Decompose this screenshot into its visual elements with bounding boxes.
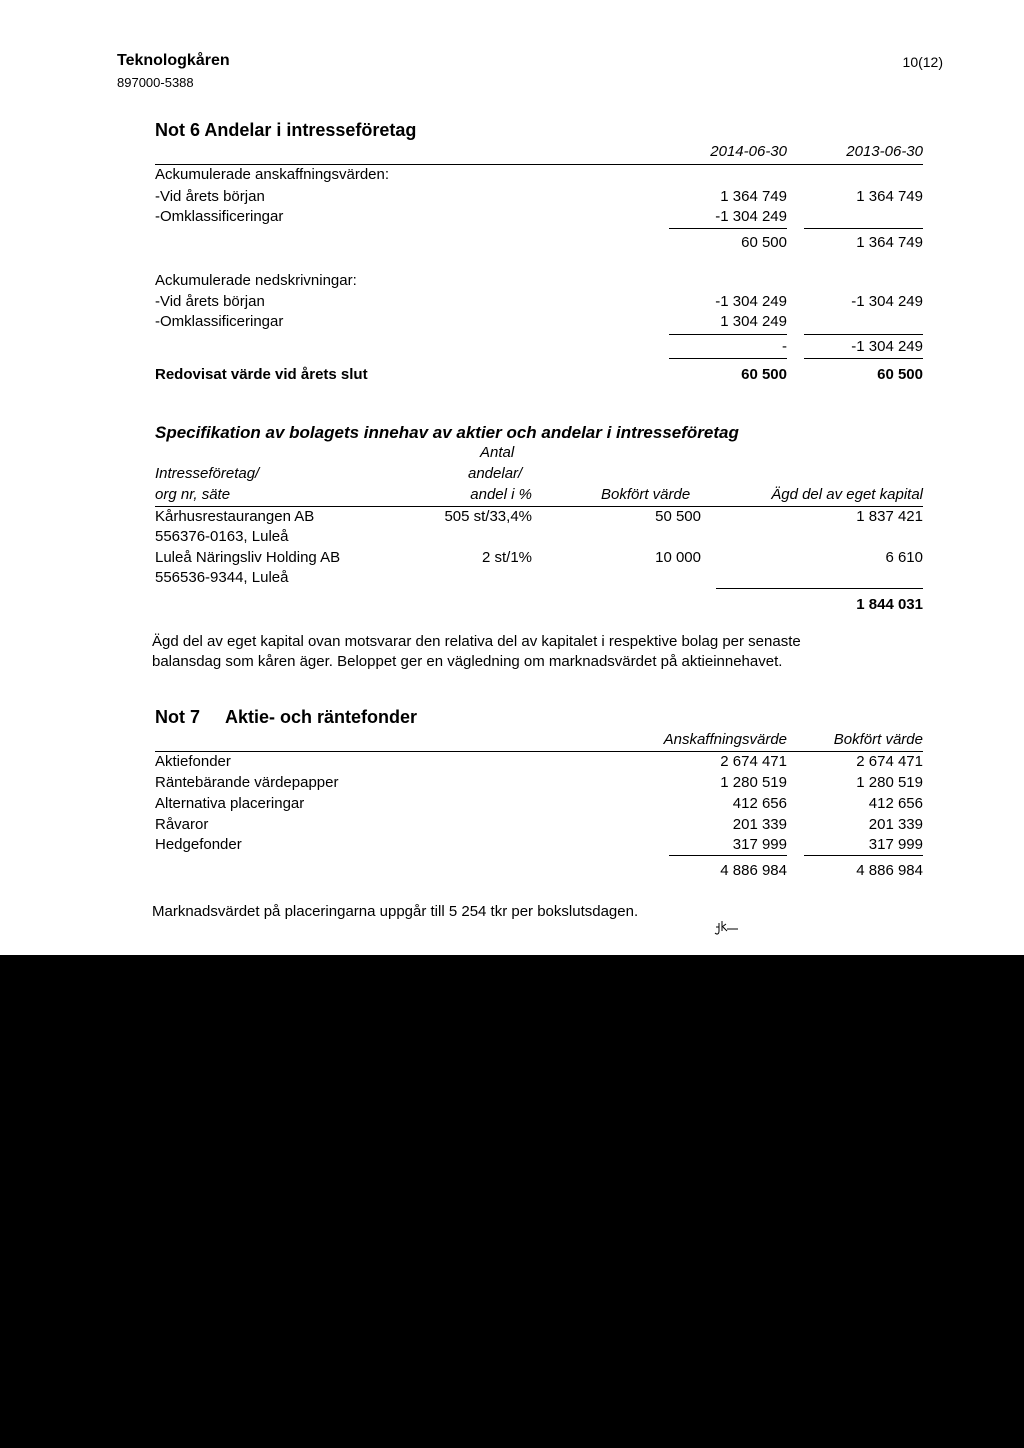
total-label: Redovisat värde vid årets slut: [155, 366, 368, 383]
note7-row-label: Hedgefonder: [155, 836, 242, 853]
note7-col1-header: Anskaffningsvärde: [663, 731, 787, 748]
spec-row-name: Luleå Näringsliv Holding AB: [155, 549, 341, 566]
imp-row-label: -Vid årets början: [155, 293, 265, 310]
note7-header-rule: [155, 751, 923, 752]
spec-note-line-1: Ägd del av eget kapital ovan motsvarar den relativa del av kapitalet i respektive bolag per senaste: [152, 633, 801, 650]
note6-title: Not 6 Andelar i intresseföretag: [155, 120, 417, 140]
spec-row-share: 2 st/1%: [481, 549, 532, 566]
acq-row-value-2014: -1 304 249: [715, 208, 787, 225]
note7-sum-acq: 4 886 984: [720, 862, 787, 879]
spec-head-share-1: andelar/: [468, 465, 523, 482]
sum-rule: [804, 228, 923, 229]
imp-row-label: -Omklassificeringar: [155, 313, 284, 330]
note7-row-label: Aktiefonder: [155, 753, 231, 770]
note7-row-acq: 201 339: [732, 816, 787, 833]
note6-header-rule: [155, 164, 923, 165]
spec-note-line-2: balansdag som kåren äger. Beloppet ger en vägledning om marknadsvärdet på aktieinnehavet.: [152, 653, 783, 670]
note7-title-text: Aktie- och räntefonder: [225, 707, 418, 727]
note7-row-book: 1 280 519: [856, 774, 923, 791]
spec-head-book: Bokfört värde: [601, 486, 691, 503]
acq-heading: Ackumulerade anskaffningsvärden:: [155, 166, 390, 183]
spec-row-name: Kårhusrestaurangen AB: [155, 508, 315, 525]
company-name: Teknologkåren: [117, 52, 230, 69]
note7-row-label: Råvaror: [155, 816, 209, 833]
total-2014: 60 500: [741, 366, 787, 383]
spec-head-share-2: andel i %: [470, 486, 532, 503]
note7-sum-book: 4 886 984: [856, 862, 923, 879]
note7-row-acq: 317 999: [732, 836, 787, 853]
note7-sum-rule: [804, 855, 923, 856]
imp-sum-2013: -1 304 249: [851, 338, 923, 355]
note7-row-acq: 1 280 519: [720, 774, 787, 791]
note7-row-book: 412 656: [868, 795, 923, 812]
spec-row-book: 10 000: [655, 549, 701, 566]
note7-row-book: 2 674 471: [856, 753, 923, 770]
sum-rule: [804, 334, 923, 335]
note6-col2-header: 2013-06-30: [846, 143, 923, 160]
total-rule: [669, 358, 787, 359]
spec-total-rule: [716, 588, 923, 589]
total-rule: [804, 358, 923, 359]
note7-sum-rule: [669, 855, 787, 856]
impairment-heading: Ackumulerade nedskrivningar:: [155, 272, 357, 289]
spec-row-equity: 1 837 421: [856, 508, 923, 525]
note7-col2-header: Bokfört värde: [833, 731, 923, 748]
spec-head-antal: Antal: [480, 444, 515, 461]
note7-row-acq: 412 656: [732, 795, 787, 812]
spec-row-equity: 6 610: [885, 549, 923, 566]
note7-row-label: Alternativa placeringar: [155, 795, 305, 812]
acq-row-label: -Vid årets början: [155, 188, 265, 205]
page-number: 10(12): [902, 54, 943, 70]
spec-head-company-2: org nr, säte: [155, 486, 231, 503]
org-number: 897000-5388: [117, 75, 194, 90]
spec-row-share: 505 st/33,4%: [444, 508, 532, 525]
acq-row-label: -Omklassificeringar: [155, 208, 284, 225]
note7-row-acq: 2 674 471: [720, 753, 787, 770]
total-2013: 60 500: [877, 366, 923, 383]
sum-rule: [669, 228, 787, 229]
scan-black-area: [0, 955, 1024, 1448]
imp-sum-2014: -: [782, 338, 787, 355]
note7-row-label: Räntebärande värdepapper: [155, 774, 339, 791]
acq-sum-2014: 60 500: [741, 234, 787, 251]
spec-head-company-1: Intresseföretag/: [155, 465, 260, 482]
spec-title: Specifikation av bolagets innehav av aktier och andelar i intresseföretag: [155, 423, 739, 442]
note7-row-book: 201 339: [868, 816, 923, 833]
note7-row-book: 317 999: [868, 836, 923, 853]
spec-header-rule: [155, 506, 923, 507]
imp-row-value-2014: -1 304 249: [715, 293, 787, 310]
spec-total-equity: 1 844 031: [856, 596, 923, 613]
imp-row-value-2013: -1 304 249: [851, 293, 923, 310]
imp-row-value-2014: 1 304 249: [720, 313, 787, 330]
acq-sum-2013: 1 364 749: [856, 234, 923, 251]
sum-rule: [669, 334, 787, 335]
note7-title-number: Not 7: [155, 707, 200, 727]
acq-row-value-2014: 1 364 749: [720, 188, 787, 205]
note7-footnote: Marknadsvärdet på placeringarna uppgår till 5 254 tkr per bokslutsdagen.: [152, 903, 639, 920]
acq-row-value-2013: 1 364 749: [856, 188, 923, 205]
spec-row-org: 556376-0163, Luleå: [155, 528, 289, 545]
note6-col1-header: 2014-06-30: [710, 143, 787, 160]
spec-row-org: 556536-9344, Luleå: [155, 569, 289, 586]
spec-head-equity: Ägd del av eget kapital: [771, 486, 923, 503]
spec-row-book: 50 500: [655, 508, 701, 525]
initials-signature: [711, 917, 741, 937]
